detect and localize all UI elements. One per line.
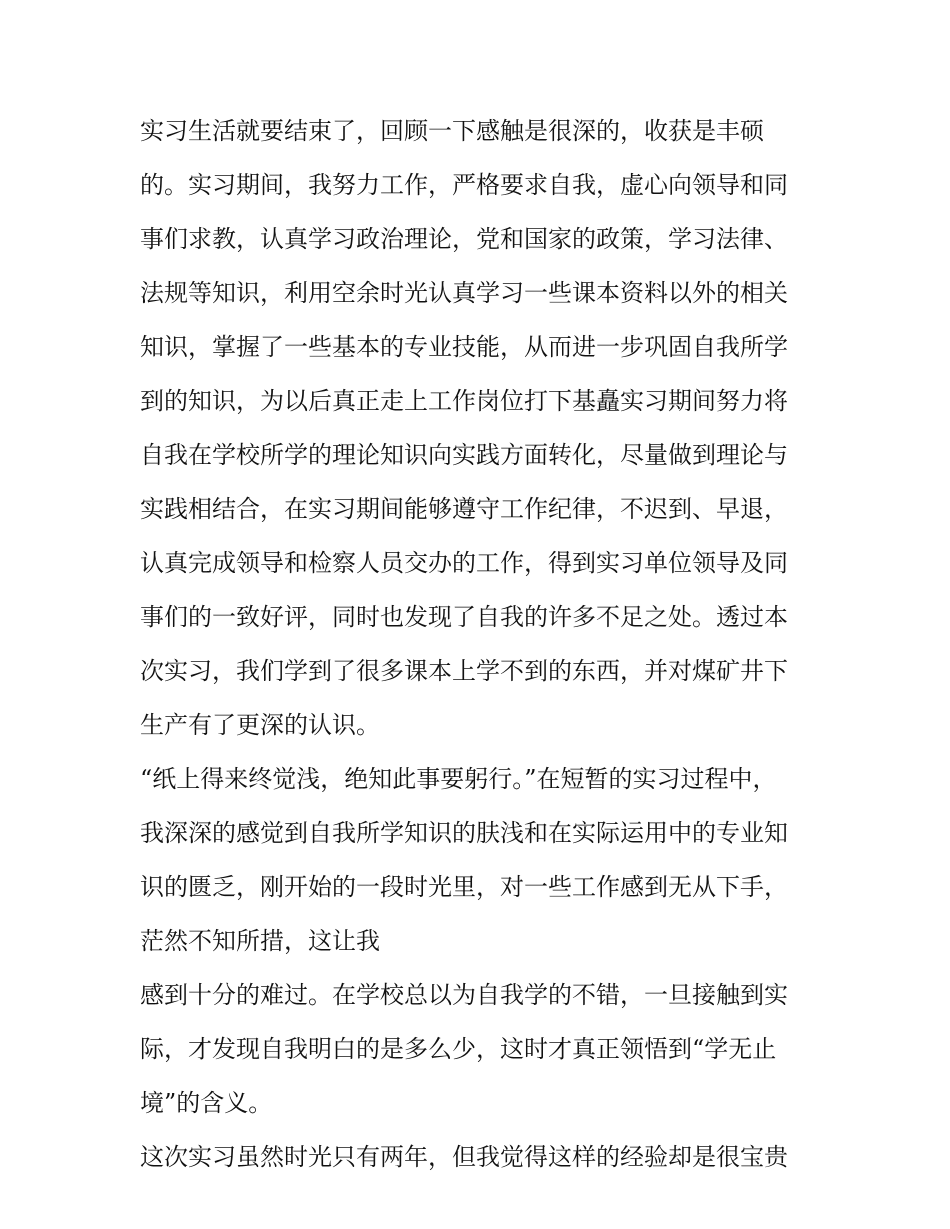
text-line: 境”的含义。 bbox=[140, 1089, 273, 1117]
text-line: 生产有了更深的认识。 bbox=[140, 711, 380, 739]
text-line: 我深深的感觉到自我所学知识的肤浅和在实际运用中的专业知 bbox=[140, 819, 788, 847]
text-line: 感到十分的难过。在学校总以为自我学的不错，一旦接触到实 bbox=[140, 981, 788, 1009]
text-line: 到的知识，为以后真正走上工作岗位打下基矗实习期间努力将 bbox=[140, 387, 788, 415]
text-line: 自我在学校所学的理论知识向实践方面转化，尽量做到理论与 bbox=[140, 441, 788, 469]
text-line: 法规等知识，利用空余时光认真学习一些课本资料以外的相关 bbox=[140, 279, 788, 307]
text-line: 事们的一致好评，同时也发现了自我的许多不足之处。透过本 bbox=[140, 603, 788, 631]
text-line: 茫然不知所措，这让我 bbox=[140, 927, 380, 955]
text-line: “纸上得来终觉浅，绝知此事要躬行。”在短暂的实习过程中， bbox=[140, 765, 777, 793]
text-line: 际，才发现自我明白的是多么少，这时才真正领悟到“学无止 bbox=[140, 1035, 777, 1063]
text-line: 这次实习虽然时光只有两年，但我觉得这样的经验却是很宝贵 bbox=[140, 1143, 788, 1171]
body-text bbox=[140, 104, 830, 1184]
text-line: 实践相结合，在实习期间能够遵守工作纪律，不迟到、早退， bbox=[140, 495, 788, 523]
text-line: 的。实习期间，我努力工作，严格要求自我，虚心向领导和同 bbox=[140, 171, 788, 199]
text-line: 事们求教，认真学习政治理论，党和国家的政策，学习法律、 bbox=[140, 225, 788, 253]
text-line: 次实习，我们学到了很多课本上学不到的东西，并对煤矿井下 bbox=[140, 657, 788, 685]
text-line: 知识，掌握了一些基本的专业技能，从而进一步巩固自我所学 bbox=[140, 333, 788, 361]
text-line: 认真完成领导和检察人员交办的工作，得到实习单位领导及同 bbox=[140, 549, 788, 577]
text-line: 实习生活就要结束了，回顾一下感触是很深的，收获是丰硕 bbox=[140, 117, 764, 145]
text-line: 识的匮乏，刚开始的一段时光里，对一些工作感到无从下手， bbox=[140, 873, 788, 901]
